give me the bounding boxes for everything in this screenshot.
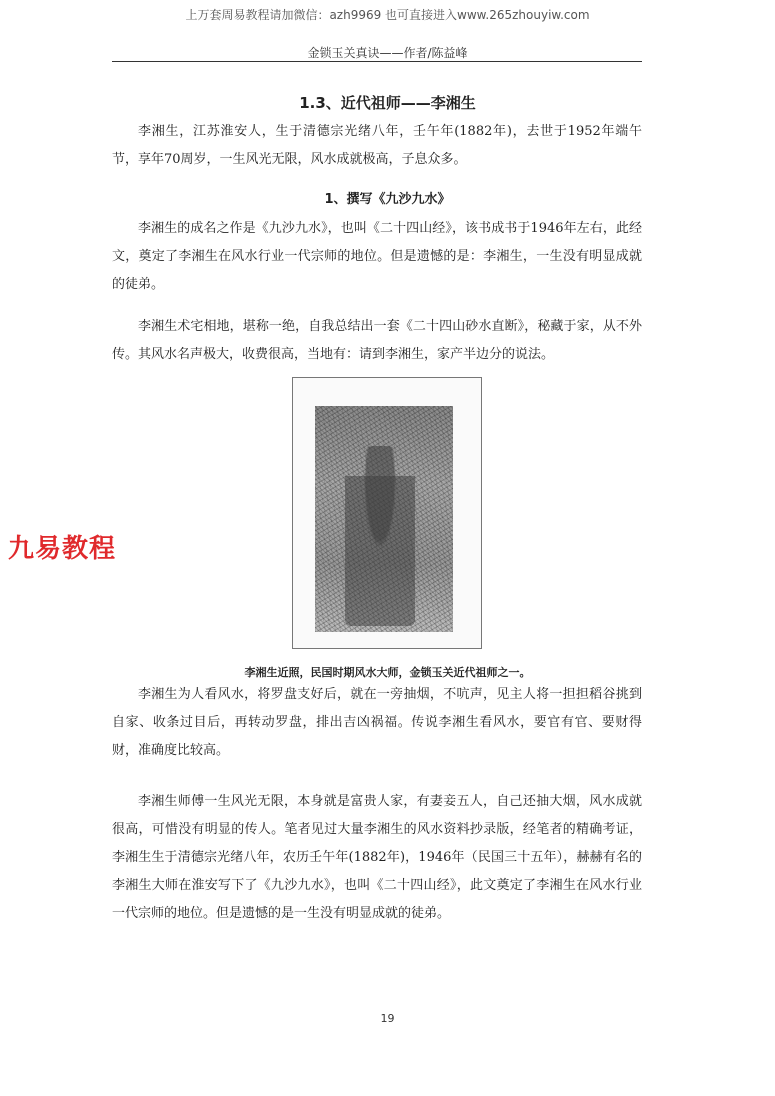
portrait-photo <box>292 377 482 649</box>
paragraph-practice: 李湘生为人看风水，将罗盘支好后，就在一旁抽烟，不吭声，见主人将一担担稻谷挑到自家、收条过目后，再转动罗盘，排出吉凶祸福。传说李湘生看风水，要官有官、要财得财，准确度比较高。 <box>112 687 642 758</box>
page-number: 19 <box>380 1012 395 1025</box>
photo-caption: 李湘生近照，民国时期风水大师，金锁玉关近代祖师之一。 <box>244 666 531 679</box>
header-divider <box>112 61 642 62</box>
top-notice: 上万套周易教程请加微信：azh9969 也可直接进入www.265zhouyiw.com <box>185 8 590 22</box>
portrait-figure <box>345 446 415 626</box>
section-title: 1.3、近代祖师——李湘生 <box>299 94 476 112</box>
paragraph-intro: 李湘生，江苏淮安人，生于清德宗光绪八年，壬午年(1882年)，去世于1952年端午节，享年70周岁，一生风光无限，风水成就极高，子息众多。 <box>112 124 642 167</box>
paragraph-secret-method: 李湘生术宅相地，堪称一绝，自我总结出一套《二十四山砂水直断》，秘藏于家，从不外传。其风水名声极大，收费很高，当地有：请到李湘生，家产半边分的说法。 <box>112 319 642 362</box>
watermark-logo: 九易教程 <box>8 534 117 564</box>
paragraph-legacy: 李湘生师傅一生风光无限，本身就是富贵人家，有妻妾五人，自己还抽大烟，风水成就很高，可惜没有明显的传人。笔者见过大量李湘生的风水资料抄录版，经笔者的精确考证，李湘生生于清德宗光绪八年，农历壬午年(1882年)，1946年（民国三十五年），赫赫有名的李湘生大师在淮安写下了《九沙九水》，也叫《二十四山经》，此文奠定了李湘生在风水行业一代宗师的地位。但是遗憾的是一生没有明显成就的徒弟。 <box>112 794 642 921</box>
subsection-title: 1、撰写《九沙九水》 <box>324 192 451 207</box>
portrait-image <box>315 406 453 632</box>
paragraph-masterwork: 李湘生的成名之作是《九沙九水》，也叫《二十四山经》，该书成书于1946年左右，此经文，奠定了李湘生在风水行业一代宗师的地位。但是遗憾的是：李湘生，一生没有明显成就的徒弟。 <box>112 221 642 292</box>
running-header: 金锁玉关真诀——作者/陈益峰 <box>307 46 468 60</box>
